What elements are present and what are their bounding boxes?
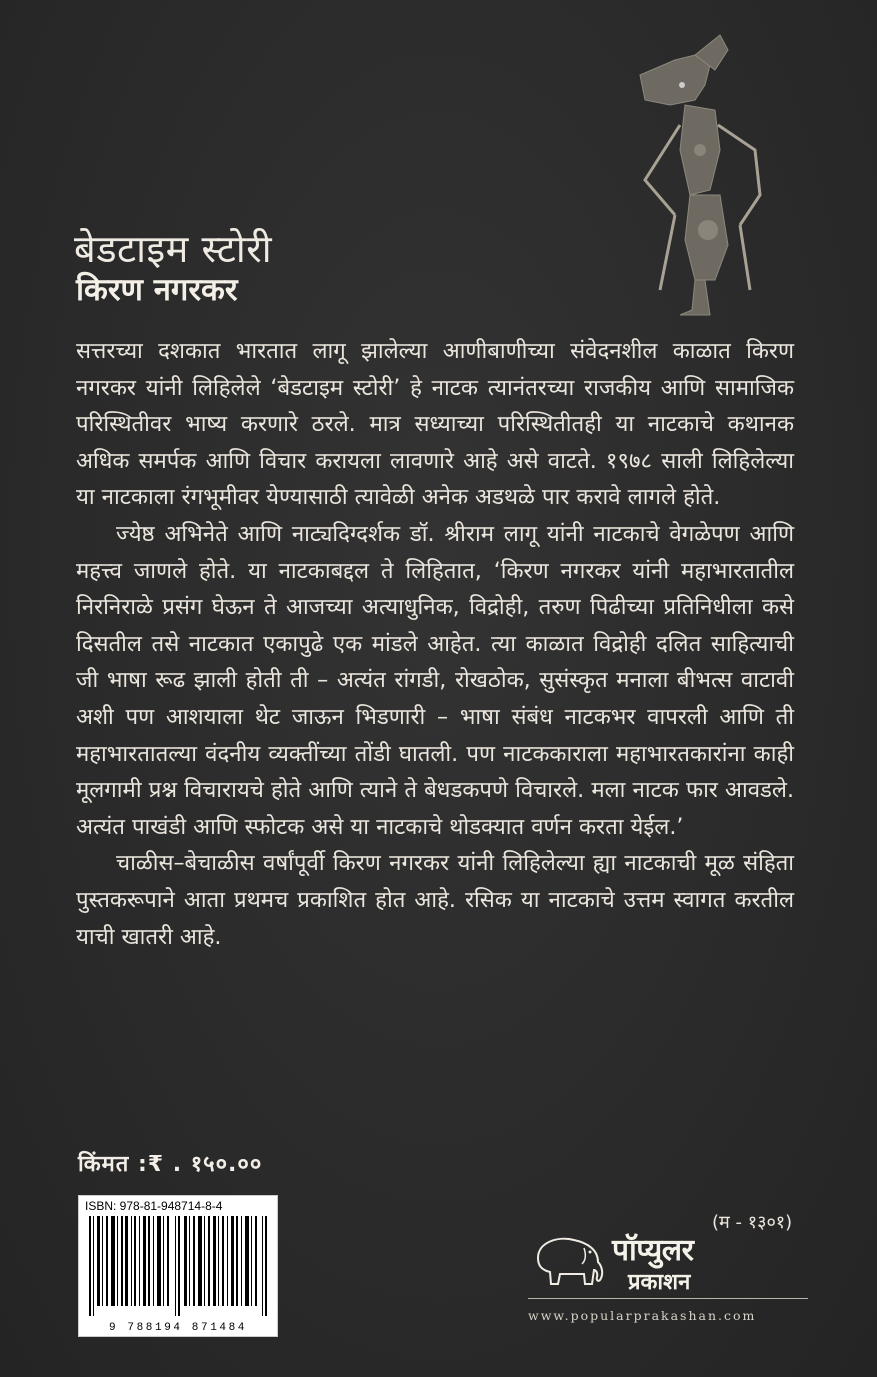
publisher-name: पॉप्युलर: [612, 1233, 694, 1268]
publisher-url: www.popularprakashan.com: [528, 1308, 757, 1323]
isbn-label: ISBN: 978-81-948714-8-4: [85, 1199, 223, 1213]
book-author: किरण नगरकर: [76, 272, 238, 308]
blurb-paragraph-1: सत्तरच्या दशकात भारतात लागू झालेल्या आणीबाणीच्या संवेदनशील काळात किरण नगरकर यांनी लिहिलेले ‘बेडटाइम स्टोरी’ हे नाटक त्यानंतरच्या राजकीय आणि सामाजिक परिस्थितीवर भाष्य करणारे ठरले. मात्र सध्याच्या परिस्थितीतही या नाटकाचे कथानक अधिक समर्पक आणि विचार करायला लावणारे आहे असे वाटते. १९७८ साली लिहिलेल्या या नाटकाला रंगभूमीवर येण्यासाठी त्यावेळी अनेक अडथळे पार करावे लागले होते.: [76, 338, 794, 511]
divider: [528, 1298, 808, 1299]
shadow-puppet-illustration: [600, 30, 800, 320]
blurb-paragraph-2: ज्येष्ठ अभिनेते आणि नाट्यदिग्दर्शक डॉ. श्रीराम लागू यांनी नाटकाचे वेगळेपण आणि महत्त्व जाणले होते. या नाटकाबद्दल ते लिहितात, ‘किरण नगरकर यांनी महाभारतातील निरनिराळे प्रसंग घेऊन ते आजच्या अत्याधुनिक, विद्रोही, तरुण पिढीच्या प्रतिनिधीला कसे दिसतील तसे नाटकात एकापुढे एक मांडले आहेत. त्या काळात विद्रोही दलित साहित्याची जी भाषा रूढ झाली होती ती – अत्यंत रांगडी, रोखठोक, सुसंस्कृत मनाला बीभत्स वाटावी अशी पण आशयाला थेट जाऊन भिडणारी – भाषा संबंध नाटकभर वापरली आणि ती महाभारतातल्या वंदनीय व्यक्तींच्या तोंडी घातली. पण नाटककाराला महाभारतकारांना काही मूलगामी प्रश्न विचारायचे होते आणि त्याने ते बेधडकपणे विचारले. मला नाटक फार आवडले. अत्यंत पाखंडी आणि स्फोटक असे या नाटकाचे थोडक्यात वर्णन करता येईल.’: [76, 520, 794, 840]
catalog-code: (म - १३०१): [712, 1212, 793, 1233]
blurb-paragraph-3: चाळीस–बेचाळीस वर्षांपूर्वी किरण नगरकर यांनी लिहिलेल्या ह्या नाटकाची मूळ संहिता पुस्तकरूपाने आता प्रथमच प्रकाशित होत आहे. रसिक या नाटकाचे उत्तम स्वागत करतील याची खातरी आहे.: [76, 850, 794, 950]
price: किंमत :₹ . १५०.००: [78, 1152, 263, 1177]
blurb: [76, 333, 794, 955]
publisher-sub: प्रकाशन: [628, 1270, 691, 1295]
barcode-digits: 9 788194 871484: [108, 1322, 248, 1334]
barcode: [78, 1195, 278, 1337]
book-title: बेडटाइम स्टोरी: [74, 227, 273, 271]
barcode-icon: [87, 1216, 271, 1316]
elephant-logo-icon: [530, 1228, 610, 1292]
